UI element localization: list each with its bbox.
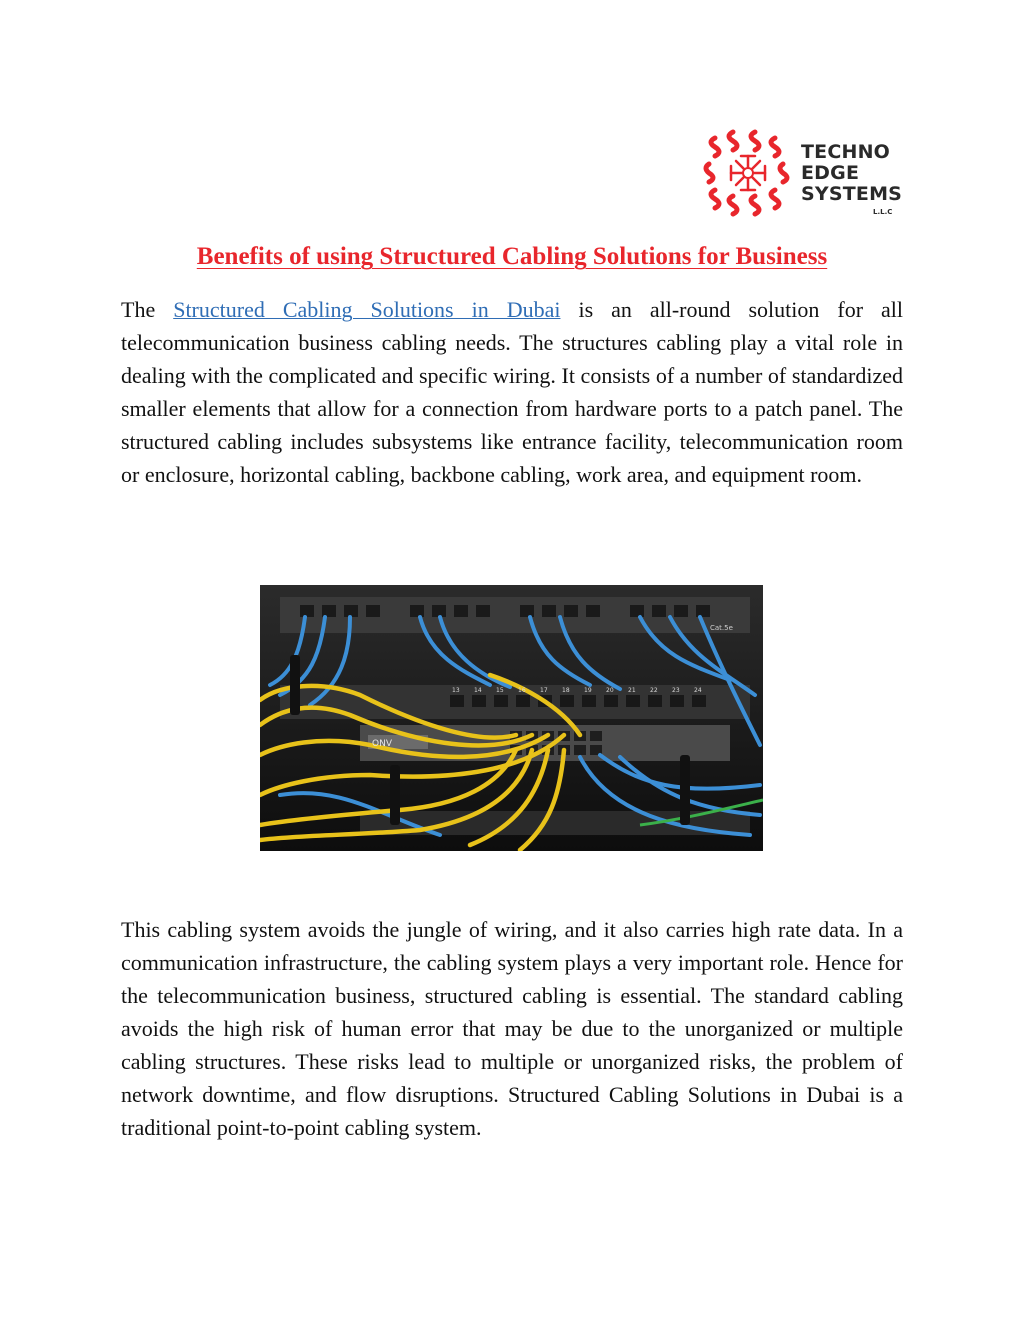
- port-number-label: 14: [474, 687, 482, 694]
- structured-cabling-link[interactable]: Structured Cabling Solutions in Dubai: [173, 297, 561, 322]
- port-number-label: 15: [496, 687, 504, 694]
- port-number-label: 23: [672, 687, 680, 694]
- port-number-label: 17: [540, 687, 548, 694]
- intro-text-before: The: [121, 297, 174, 322]
- switch-brand-label: ONV: [372, 739, 392, 749]
- port-number-label: 20: [606, 687, 614, 694]
- port-number-label: 24: [694, 687, 702, 694]
- port-number-label: 13: [452, 687, 460, 694]
- logo-wordmark: [801, 142, 902, 205]
- body-paragraph: This cabling system avoids the jungle of wiring, and it also carries high rate data. In a communication infrastructure, the cabling system plays a very important role. Hence for the telecommunication business, structured cabling is essential. The standard cabling avoids the high risk of human error that may be due to the unorganized or multiple cabling structures. These risks lead to multiple or unorganized risks, the problem of network downtime, and flow disruptions. Structured Cabling Solutions in Dubai is a traditional point-to-point cabling system.: [121, 917, 903, 1140]
- network-rack-photo: [260, 585, 763, 851]
- port-number-label: 19: [584, 687, 592, 694]
- logo-mark-icon: [703, 128, 793, 218]
- logo-line-edge: EDGE: [801, 162, 860, 184]
- logo-line-techno: TECHNO: [801, 141, 891, 163]
- logo-line-systems: SYSTEMS: [801, 183, 903, 205]
- logo-suffix: L.L.C: [873, 208, 893, 216]
- port-number-label: 21: [628, 687, 636, 694]
- intro-text-after: is an all-round solution for all telecommunication business cabling needs. The structures cabling play a vital role in dealing with the complicated and specific wiring. It consists of a number of standardized smaller elements that allow for a connection from hardware ports to a patch panel. The structured cabling includes subsystems like entrance facility, telecommunication room or enclosure, horizontal cabling, backbone cabling, work area, and equipment room.: [121, 297, 904, 487]
- port-number-label: 16: [518, 687, 526, 694]
- panel-label: Cat.5e: [710, 624, 733, 632]
- network-rack-illustration: [260, 585, 763, 851]
- port-number-label: 18: [562, 687, 570, 694]
- company-logo: [703, 128, 903, 220]
- port-number-label: 22: [650, 687, 658, 694]
- intro-paragraph: [121, 293, 903, 491]
- page-title: Benefits of using Structured Cabling Solutions for Business: [196, 243, 828, 270]
